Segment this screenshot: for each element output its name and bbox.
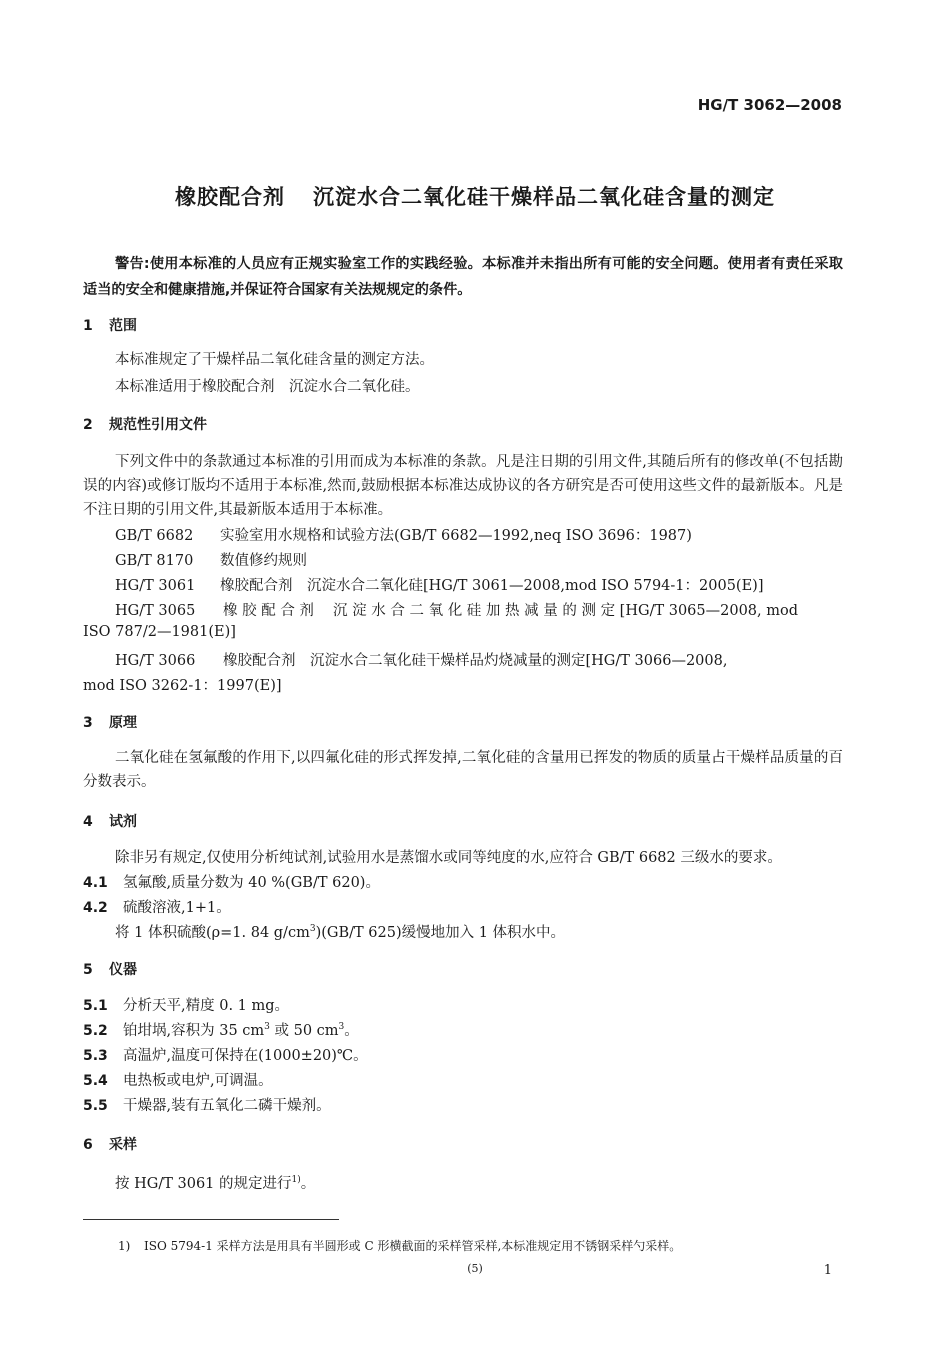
standard-number: HG/T 3062—2008 (697, 96, 842, 114)
section-1-para-1: 本标准规定了干燥样品二氧化硅含量的测定方法。 (115, 352, 434, 368)
title-part1: 橡胶配合剂 (175, 185, 285, 209)
section-1-para-2: 本标准适用于橡胶配合剂 沉淀水合二氧化硅。 (115, 379, 420, 395)
section-2-intro: 下列文件中的条款通过本标准的引用而成为本标准的条款。凡是注日期的引用文件,其随后所有的修改单(不包括勘误的内容)或修订版均不适用于本标准,然而,鼓励根据本标准达成协议的各方研究是否可使用这些文件的最新版本。凡是不注日期的引用文件,其最新版本适用于本标准。 (83, 454, 843, 518)
section-2-heading: 2 规范性引用文件 (83, 417, 207, 433)
warning-paragraph: 警告:使用本标准的人员应有正规实验室工作的实践经验。本标准并未指出所有可能的安全问题。使用者有责任采取适当的安全和健康措施,并保证符合国家有关法规规定的条件。 (83, 256, 843, 298)
ref-row: GB/T 8170 数值修约规则 (115, 553, 307, 569)
apparatus-item: 5.2 铂坩埚,容积为 35 $cm^3$ 或 50 $cm^3$。 (83, 1022, 359, 1039)
section-3-para: 二氧化硅在氢氟酸的作用下,以四氟化硅的形式挥发掉,二氧化硅的含量用已挥发的物质的质量占干燥样品质量的百分数表示。 (83, 750, 843, 790)
ref-row-continuation: mod ISO 3262-1：1997(E)] (83, 678, 282, 694)
ref-row-continuation: ISO 787/2—1981(E)] (83, 624, 236, 640)
reagent-item: 4.1 氢氟酸,质量分数为 40 %(GB/T 620)。 (83, 875, 380, 891)
apparatus-item: 5.1 分析天平,精度 0. 1 mg。 (83, 998, 290, 1014)
page-number-right: 1 (823, 1263, 832, 1278)
footnote-ref: 1) (291, 1175, 301, 1186)
document-title (0, 181, 950, 211)
section-4-intro: 除非另有规定,仅使用分析纯试剂,试验用水是蒸馏水或同等纯度的水,应符合 GB/T 6682 三级水的要求。 (115, 850, 782, 866)
apparatus-item: 5.4 电热板或电炉,可调温。 (83, 1073, 273, 1089)
section-1-heading: 1 范围 (83, 318, 137, 334)
ref-row: GB/T 6682 实验室用水规格和试验方法(GB/T 6682—1992,neq ISO 3696：1987) (115, 528, 692, 544)
ref-row: HG/T 3061 橡胶配合剂 沉淀水合二氧化硅[HG/T 3061—2008,mod ISO 5794-1：2005(E)] (115, 578, 764, 594)
section-3-heading: 3 原理 (83, 715, 137, 731)
reagent-item: 4.2 硫酸溶液,1+1。 (83, 900, 231, 916)
ref-row: HG/T 3066 橡胶配合剂 沉淀水合二氧化硅干燥样品灼烧减量的测定[HG/T 3066—2008, (115, 653, 728, 669)
reagent-note: 将 1 体积硫酸(ρ=1. 84 $g/cm^3)(GB/T$ 625)缓慢地加入 1 体积水中。 (115, 924, 566, 941)
section-6-para: 按 HG/T 3061 的规定进行$^{1)}$。 (115, 1175, 316, 1192)
footnote-divider (83, 1219, 339, 1220)
page-number-center: (5) (467, 1262, 483, 1275)
section-5-heading: 5 仪器 (83, 962, 137, 978)
ref-row: HG/T 3065 橡 胶 配 合 剂 沉 淀 水 合 二 氧 化 硅 加 热 减 量 的 测 定 [HG/T 3065—2008, mod (115, 603, 799, 619)
apparatus-item: 5.5 干燥器,装有五氧化二磷干燥剂。 (83, 1098, 331, 1114)
section-4-heading: 4 试剂 (83, 814, 137, 830)
title-part2: 沉淀水合二氧化硅干燥样品二氧化硅含量的测定 (313, 185, 775, 209)
apparatus-item: 5.3 高温炉,温度可保持在(1000±20)℃。 (83, 1048, 368, 1064)
section-6-heading: 6 采样 (83, 1137, 137, 1153)
footnote: 1) ISO 5794-1 采样方法是用具有半圆形或 C 形横截面的采样管采样,本标准规定用不锈钢采样勺采样。 (118, 1239, 682, 1253)
